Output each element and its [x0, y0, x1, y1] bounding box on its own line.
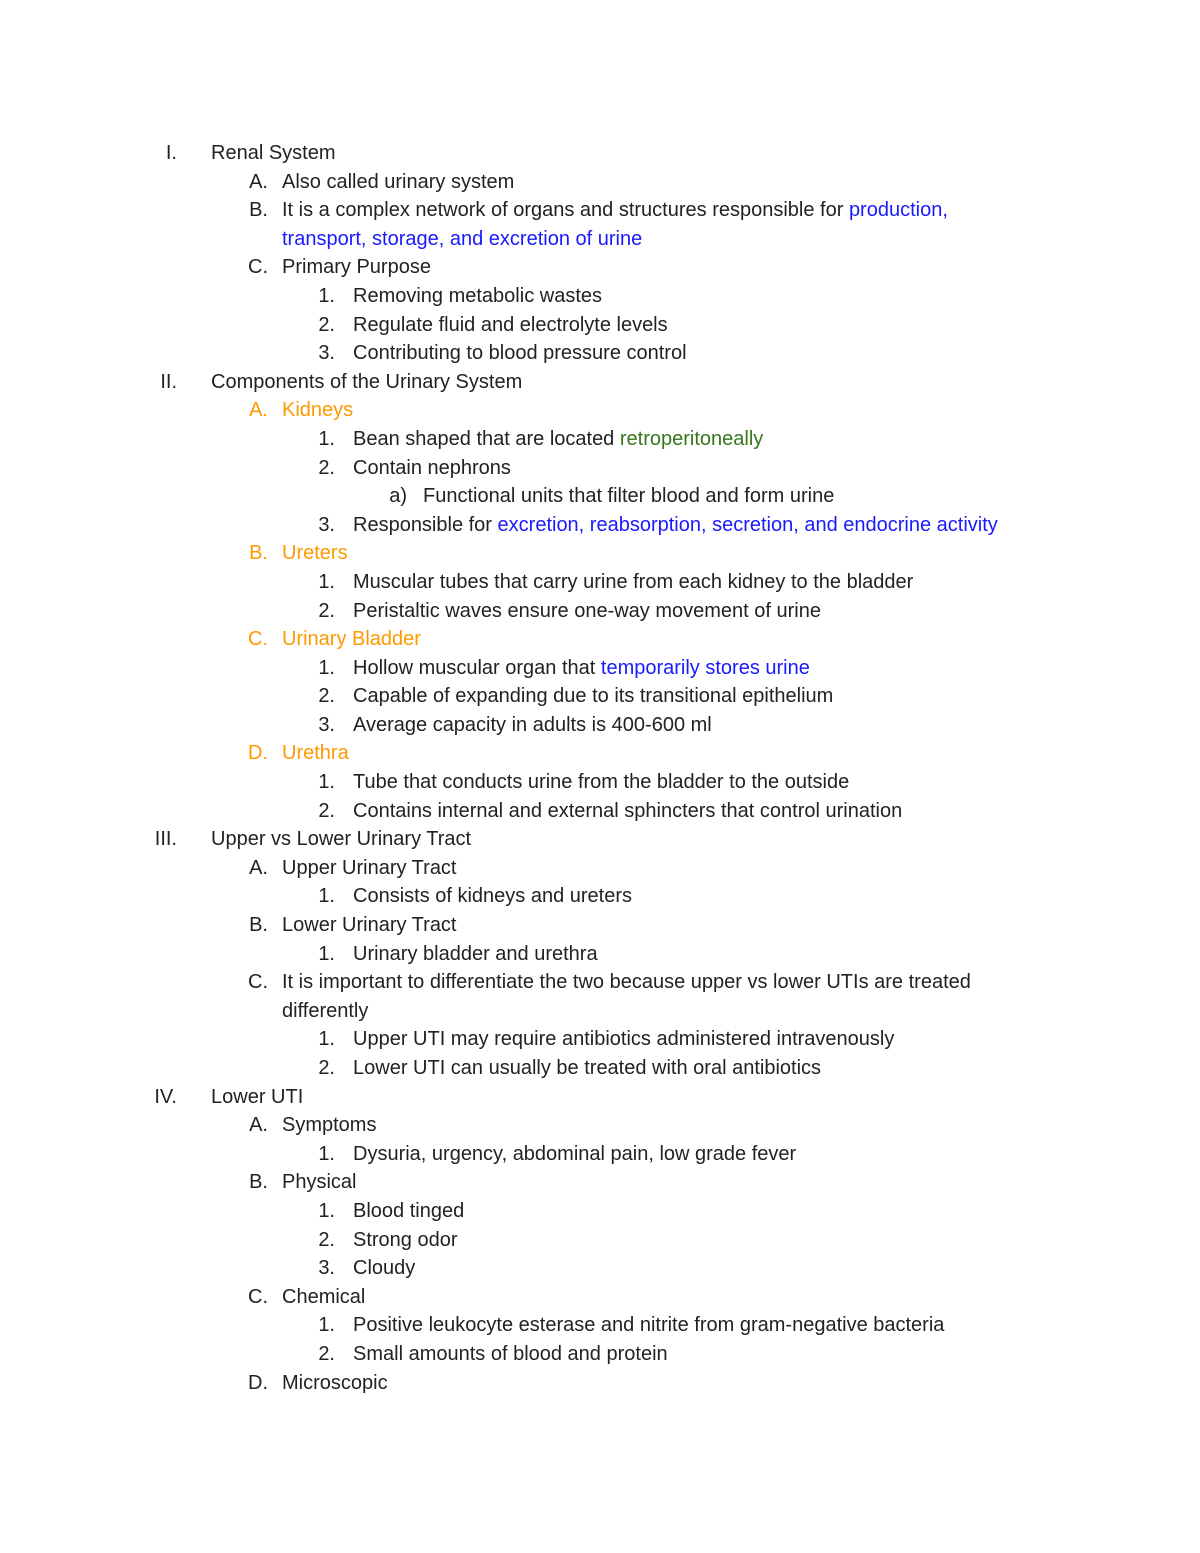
outline-text	[282, 1369, 388, 1398]
outline-item-level-1	[0, 368, 1200, 397]
outline-text	[353, 797, 902, 826]
outline-text	[282, 968, 971, 997]
outline-item-level-2	[0, 196, 1200, 225]
outline-marker: 2.	[318, 1057, 335, 1079]
outline-item-level-2	[0, 539, 1200, 568]
outline-text	[211, 1083, 303, 1112]
outline-marker: 1.	[318, 570, 335, 593]
outline-marker: B.	[249, 542, 268, 565]
outline-marker: A.	[249, 856, 268, 879]
outline-text	[282, 739, 349, 768]
outline-marker: 2.	[318, 1228, 335, 1251]
highlighted-text-blue: production,	[848, 199, 948, 222]
outline-marker: IV.	[154, 1085, 177, 1108]
outline-text	[423, 482, 834, 511]
outline-marker: 1.	[318, 427, 335, 450]
outline-text	[353, 282, 602, 311]
outline-item-level-3	[0, 1311, 1200, 1340]
outline-marker: III.	[154, 828, 177, 851]
outline-marker: 2.	[318, 313, 335, 336]
outline-marker: 1.	[318, 284, 335, 307]
plain-text: Hollow muscular organ that	[353, 656, 601, 679]
outline-marker: A.	[249, 1114, 268, 1137]
plain-text: Consists of kidneys and ureters	[353, 885, 633, 908]
outline-text	[353, 654, 810, 683]
outline-text	[353, 425, 763, 454]
outline-item-level-3	[0, 1340, 1200, 1369]
outline-marker: B.	[249, 914, 268, 937]
outline-marker: D.	[248, 1371, 268, 1394]
outline-marker: 1.	[318, 656, 335, 679]
plain-text: Microscopic	[282, 1371, 388, 1394]
plain-text: Average capacity in adults is 400-600 ml	[353, 713, 712, 736]
plain-text: Lower UTI	[211, 1085, 304, 1108]
plain-text: Strong odor	[353, 1228, 458, 1251]
outline-marker: 3.	[318, 513, 335, 536]
outline-text	[353, 711, 712, 740]
outline-item-level-3	[0, 454, 1200, 483]
outline-item-level-3	[0, 882, 1200, 911]
outline-text	[282, 911, 457, 940]
plain-text: Also called urinary system	[282, 170, 515, 193]
highlighted-text-orange: Ureters	[282, 542, 348, 565]
outline-marker: 1.	[318, 1314, 335, 1337]
plain-text: Primary Purpose	[282, 256, 431, 279]
plain-text: Responsible for	[353, 513, 498, 536]
outline-text	[282, 1168, 356, 1197]
outline-document	[0, 139, 1200, 1397]
plain-text: Capable of expanding due to its transitional epithelium	[353, 685, 834, 708]
highlighted-text-orange: Urinary Bladder	[282, 628, 421, 651]
outline-item-level-2	[0, 396, 1200, 425]
plain-text: Positive leukocyte esterase and nitrite from gram-negative bacteria	[353, 1314, 945, 1337]
plain-text: differently	[282, 999, 369, 1022]
outline-item-level-3	[0, 654, 1200, 683]
outline-text	[353, 311, 668, 340]
outline-item-level-1	[0, 139, 1200, 168]
outline-marker: A.	[249, 399, 268, 422]
plain-text: Regulate fluid and electrolyte levels	[353, 313, 668, 336]
outline-item-level-2	[0, 854, 1200, 883]
outline-marker: 1.	[318, 1028, 335, 1051]
outline-item-level-3	[0, 1025, 1200, 1054]
outline-item-level-3	[0, 711, 1200, 740]
outline-text	[282, 625, 421, 654]
outline-marker: 1.	[318, 885, 335, 908]
outline-text	[353, 1140, 796, 1169]
outline-text	[282, 396, 353, 425]
outline-item-level-3	[0, 682, 1200, 711]
plain-text: Dysuria, urgency, abdominal pain, low grade fever	[353, 1142, 797, 1165]
outline-text	[282, 1111, 376, 1140]
outline-text	[282, 854, 457, 883]
outline-item-level-4	[0, 482, 1200, 511]
outline-text	[353, 1197, 464, 1226]
plain-text: Cloudy	[353, 1257, 416, 1280]
outline-text	[353, 1340, 668, 1369]
outline-text	[353, 568, 913, 597]
outline-marker: a)	[389, 485, 407, 508]
outline-marker: B.	[249, 199, 268, 222]
outline-item-level-2	[0, 253, 1200, 282]
plain-text: Contains internal and external sphincters that control urination	[353, 799, 903, 822]
plain-text: Bean shaped that are located	[353, 427, 620, 450]
outline-marker: 2.	[318, 685, 335, 708]
outline-item-level-3	[0, 768, 1200, 797]
plain-text: Tube that conducts urine from the bladder to the outside	[353, 771, 850, 794]
outline-marker: II.	[160, 370, 177, 393]
outline-item-level-3	[0, 1197, 1200, 1226]
plain-text: Small amounts of blood and protein	[353, 1342, 668, 1365]
outline-text	[353, 1025, 894, 1054]
outline-item-level-1	[0, 1083, 1200, 1112]
outline-marker: B.	[249, 1171, 268, 1194]
outline-marker: 2.	[318, 799, 335, 822]
outline-item-level-3	[0, 797, 1200, 826]
outline-item-level-3	[0, 282, 1200, 311]
outline-item-level-3	[0, 339, 1200, 368]
outline-item-level-2	[0, 1168, 1200, 1197]
outline-text	[353, 1226, 458, 1255]
outline-marker: A.	[249, 170, 268, 193]
plain-text: Renal System	[211, 142, 336, 164]
outline-text	[353, 597, 821, 626]
outline-item-level-1	[0, 825, 1200, 854]
highlighted-text-blue: excretion, reabsorption, secretion, and endocrine activity	[497, 513, 998, 536]
outline-text	[353, 1311, 944, 1340]
outline-item-level-2	[0, 911, 1200, 940]
outline-text	[282, 168, 514, 197]
outline-item-level-2	[0, 1369, 1200, 1398]
outline-marker: 1.	[318, 771, 335, 794]
outline-text	[353, 339, 687, 368]
plain-text: Urinary bladder and urethra	[353, 942, 598, 965]
plain-text: Blood tinged	[353, 1199, 465, 1222]
plain-text: Upper Urinary Tract	[282, 856, 457, 879]
outline-text	[211, 139, 336, 168]
outline-marker: 2.	[318, 1342, 335, 1365]
outline-text	[282, 997, 368, 1026]
plain-text: Contain nephrons	[353, 456, 511, 479]
outline-item-level-3	[0, 1140, 1200, 1169]
plain-text: It is a complex network of organs and structures responsible for	[282, 199, 849, 222]
outline-text	[282, 225, 642, 254]
outline-marker: 1.	[318, 1142, 335, 1165]
plain-text: Lower Urinary Tract	[282, 914, 457, 937]
outline-item-level-3	[0, 1254, 1200, 1283]
outline-item-level-3	[0, 940, 1200, 969]
outline-item-level-2	[0, 968, 1200, 997]
plain-text: Upper vs Lower Urinary Tract	[211, 828, 472, 851]
outline-marker: 3.	[318, 342, 335, 365]
plain-text: Peristaltic waves ensure one-way movement of urine	[353, 599, 821, 622]
highlighted-text-blue: transport, storage, and excretion of urine	[282, 227, 643, 250]
outline-item-level-3	[0, 425, 1200, 454]
outline-item-level-3	[0, 311, 1200, 340]
outline-text	[211, 825, 471, 854]
outline-item-level-3	[0, 568, 1200, 597]
highlighted-text-orange: Urethra	[282, 742, 349, 765]
outline-text	[353, 768, 849, 797]
outline-text	[353, 682, 833, 711]
outline-item-level-2	[0, 225, 1200, 254]
outline-marker: I.	[165, 142, 177, 164]
outline-text	[353, 1254, 415, 1283]
outline-marker: 3.	[318, 1257, 335, 1280]
outline-text	[353, 882, 632, 911]
plain-text: Contributing to blood pressure control	[353, 342, 687, 365]
outline-marker: 2.	[318, 456, 335, 479]
outline-item-level-3	[0, 597, 1200, 626]
outline-item-level-2	[0, 625, 1200, 654]
outline-item-level-3	[0, 1054, 1200, 1083]
highlighted-text-orange: Kidneys	[282, 399, 354, 422]
outline-item-level-2	[0, 168, 1200, 197]
plain-text: Lower UTI can usually be treated with oral antibiotics	[353, 1057, 822, 1079]
outline-text	[353, 511, 998, 540]
plain-text: Symptoms	[282, 1114, 377, 1137]
highlighted-text-blue: temporarily stores urine	[600, 656, 810, 679]
outline-text	[282, 1283, 365, 1312]
outline-marker: 1.	[318, 1199, 335, 1222]
plain-text: Muscular tubes that carry urine from each kidney to the bladder	[353, 570, 914, 593]
outline-marker: D.	[248, 742, 268, 765]
plain-text: Removing metabolic wastes	[353, 284, 602, 307]
plain-text: It is important to differentiate the two because upper vs lower UTIs are treated	[282, 971, 971, 994]
plain-text: Functional units that filter blood and form urine	[423, 485, 835, 508]
outline-item-level-2	[0, 739, 1200, 768]
outline-item-level-2	[0, 1283, 1200, 1312]
plain-text: Upper UTI may require antibiotics administered intravenously	[353, 1028, 895, 1051]
outline-text	[282, 253, 431, 282]
outline-marker: 2.	[318, 599, 335, 622]
outline-marker: C.	[248, 971, 268, 994]
outline-text	[353, 1054, 821, 1083]
plain-text: Components of the Urinary System	[211, 370, 523, 393]
outline-marker: 1.	[318, 942, 335, 965]
outline-item-level-2	[0, 997, 1200, 1026]
outline-marker: C.	[248, 1285, 268, 1308]
outline-text	[211, 368, 522, 397]
outline-item-level-2	[0, 1111, 1200, 1140]
outline-text	[282, 196, 948, 225]
outline-item-level-3	[0, 511, 1200, 540]
outline-text	[282, 539, 348, 568]
plain-text: Physical	[282, 1171, 357, 1194]
outline-text	[353, 940, 598, 969]
highlighted-text-green: retroperitoneally	[619, 427, 764, 450]
plain-text: Chemical	[282, 1285, 366, 1308]
outline-marker: C.	[248, 256, 268, 279]
outline-marker: 3.	[318, 713, 335, 736]
outline-text	[353, 454, 511, 483]
outline-item-level-3	[0, 1226, 1200, 1255]
outline-marker: C.	[248, 628, 268, 651]
